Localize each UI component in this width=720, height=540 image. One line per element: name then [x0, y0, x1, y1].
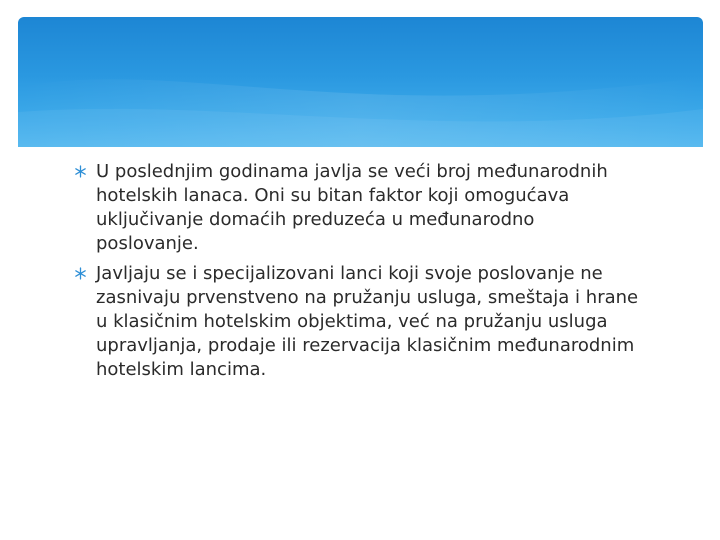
slide-content [70, 160, 640, 388]
bullet-list [70, 160, 640, 382]
bullet-item [70, 262, 640, 382]
bullet-text: Javljaju se i specijalizovani lanci koji svoje poslovanje ne zasnivaju prvenstveno na pružanju usluga, smeštaja i hrane u klasičnim hotelskim objektima, već na pružanju usluga upravljanja, prodaje ili rezervacija klasičnim međunarodnim hotelskim lancima. [96, 263, 639, 380]
bullet-text: U poslednjim godinama javlja se veći broj međunarodnih hotelskih lanaca. Oni su bitan faktor koji omogućava uključivanje domaćih preduzeća u međunarodno poslovanje. [96, 161, 608, 254]
asterisk-bullet-icon [74, 165, 87, 178]
asterisk-bullet-icon [74, 267, 87, 280]
header-shading [18, 17, 703, 147]
header-band [18, 17, 703, 147]
bullet-item [70, 160, 640, 256]
